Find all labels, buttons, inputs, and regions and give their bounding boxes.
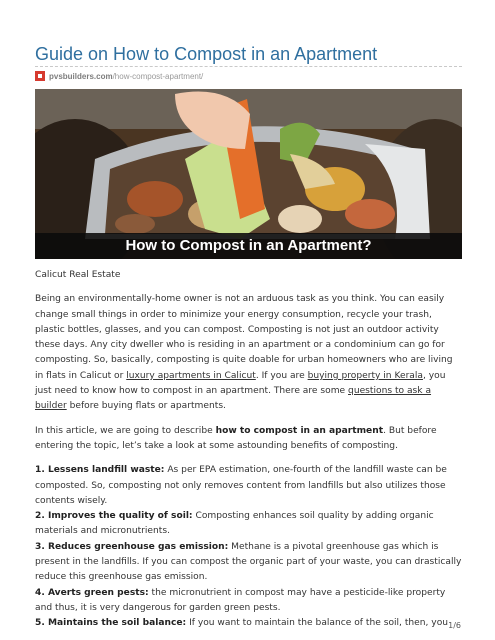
benefit-item: 4. Averts green pests: the micronutrient in compost may have a pesticide-like property and thus, it is very dangerous for garden green pests. [35, 587, 446, 613]
link-luxury-apartments[interactable]: luxury apartments in Calicut [126, 370, 256, 381]
link-questions-builder[interactable]: questions to ask a builder [35, 386, 432, 412]
category-label: Calicut Real Estate [35, 270, 121, 280]
link-buying-property[interactable]: buying property in Kerala [307, 370, 423, 381]
site-favicon-icon [35, 71, 45, 81]
hero-caption: How to Compost in an Apartment? [35, 233, 462, 259]
benefit-item: 2. Improves the quality of soil: Composting enhances soil quality by adding organic materials and micronutrients. [35, 511, 434, 537]
benefit-item: 5. Maintains the soil balance: If you want to maintain the balance of the soil, then, you [35, 618, 449, 629]
benefit-item: 1. Lessens landfill waste: As per EPA estimation, one-fourth of the landfill waste can be composted. So, composting not only removes content from landfills but also utilizes those contents wisely. [35, 465, 447, 506]
benefit-item: 3. Reduces greenhouse gas emission: Methane is a pivotal greenhouse gas which is present in the landfills. If you can compost the organic part of your waste, you can drastically reduce this greenhouse gas emission. [35, 541, 462, 583]
article-body [35, 268, 462, 632]
hero-image [35, 89, 462, 259]
page-number: 1/6 [448, 621, 461, 630]
lead-paragraph: In this article, we are going to describe how to compost in an apartment. But before entering the topic, let’s take a look at some astounding benefits of composting. [35, 425, 437, 451]
intro-paragraph: Being an environmentally-home owner is not an arduous task as you think. You can easily change small things in order to minimize your energy consumption, recycle your trash, plastic bottles, glasses, and you can compost. Composting is not just an outdoor activity these days. Any city dweller who is residing in an apartment or a condominium can go for composting. So, basically, composting is quite doable for urban homeowners who are living in flats in Calicut or luxury apartments in Calicut. If you are buying property in Kerala, you just need to know how to compost in an apartment. There are some questions to ask a builder before buying flats or apartments. [35, 294, 453, 412]
source-path[interactable]: /how-compost-apartment/ [112, 71, 204, 81]
benefits-list [35, 463, 462, 631]
source-url[interactable] [35, 70, 203, 82]
title-divider [35, 66, 462, 67]
page-title: Guide on How to Compost in an Apartment [35, 44, 378, 64]
source-domain[interactable]: pvsbuilders.com [49, 71, 113, 81]
